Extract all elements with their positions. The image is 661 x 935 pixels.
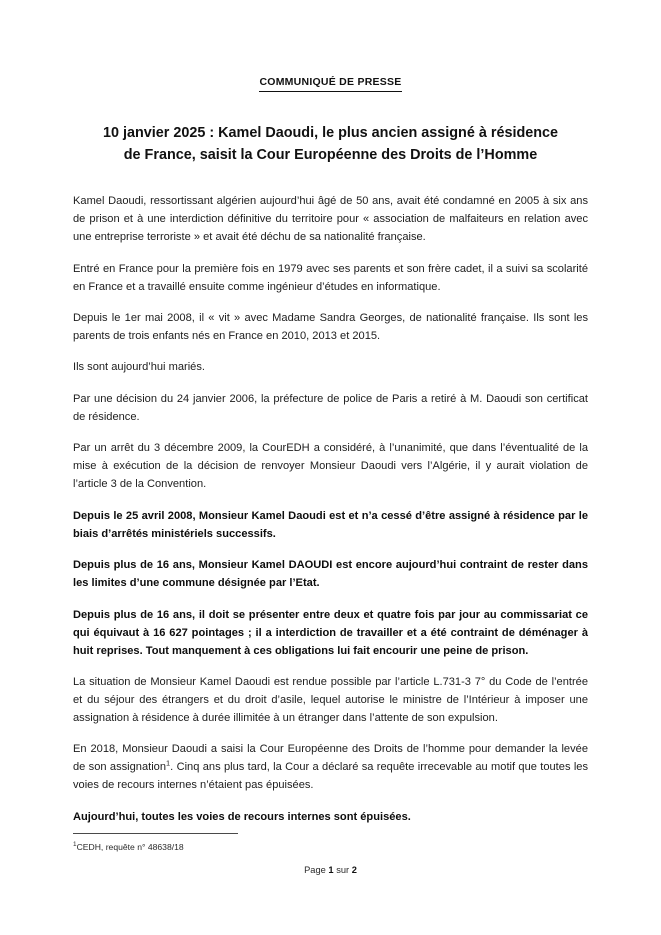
press-release-header [73, 76, 588, 92]
page-footer [0, 864, 661, 877]
paragraph-3: Depuis le 1er mai 2008, il « vit » avec Madame Sandra Georges, de nationalité française. Ils sont les parents de trois enfants nés en France en 2010, 2013 et 2015. [73, 311, 588, 342]
paragraph-2: Entré en France pour la première fois en 1979 avec ses parents et son frère cadet, il a suivi sa scolarité en France et a travaillé ensuite comme ingénieur d’études en informatique. [73, 262, 588, 293]
paragraph-12-bold: Aujourd’hui, toutes les voies de recours internes sont épuisées. [73, 810, 411, 823]
footnote-separator-rule [73, 833, 238, 834]
page-footer-current-page: 1 [328, 865, 334, 875]
footnote-body-text: CEDH, requête n° 48638/18 [76, 842, 184, 852]
page-title [73, 122, 588, 168]
paragraph-11-text-after-footnote: . Cinq ans plus tard, la Cour a déclaré sa requête irrecevable au motif que toutes les voies de recours internes n’étaient pas épuisées. [73, 761, 589, 792]
body-text [73, 193, 588, 827]
paragraph-6: Par un arrêt du 3 décembre 2009, la CourEDH a considéré, à l’unanimité, que dans l’éventualité de la mise à exécution de la décision de renvoyer Monsieur Daoudi vers l’Algérie, il y aurait violation de l’article 3 de la Convention. [73, 442, 588, 491]
page-footer-prefix: Page [304, 865, 326, 875]
page-footer-total-pages: 2 [351, 865, 357, 875]
footnote-number: 1 [73, 841, 77, 849]
page-footer-middle: sur [336, 865, 350, 875]
press-release-header-label: COMMUNIQUÉ DE PRESSE [259, 76, 401, 92]
paragraph-9-bold: Depuis plus de 16 ans, il doit se présenter entre deux et quatre fois par jour au commissariat ce qui équivaut à 16 627 pointages ; il a interdiction de travailler et a été contraint de déménager à huit reprises. Tout manquement à ces obligations lui fait encourir une peine de prison. [73, 608, 588, 657]
paragraph-1: Kamel Daoudi, ressortissant algérien aujourd’hui âgé de 50 ans, avait été condamné en 2005 à six ans de prison et à une interdiction définitive du territoire pour « association de malfaiteurs en relation avec une entreprise terroriste » et avait été déchu de sa nationalité française. [73, 195, 588, 244]
page-title-line-2: de France, saisit la Cour Européenne des Droits de l’Homme [123, 147, 538, 164]
footnote-area [73, 833, 588, 853]
footnote-reference-marker[interactable]: 1 [166, 758, 171, 768]
paragraph-7-bold: Depuis le 25 avril 2008, Monsieur Kamel Daoudi est et n’a cessé d’être assigné à résidence par le biais d’arrêtés ministériels successifs. [73, 509, 588, 540]
paragraph-11 [73, 741, 588, 795]
paragraph-10: La situation de Monsieur Kamel Daoudi est rendue possible par l’article L.731-3 7° du Code de l’entrée et du séjour des étrangers et du droit d’asile, lequel autorise le ministre de l’Intérieur à imposer une assignation à résidence à durée illimitée à un étranger dans l’attente de son expulsion. [73, 676, 588, 724]
paragraph-4: Ils sont aujourd’hui mariés. [73, 361, 205, 374]
paragraph-11-text-before-footnote: En 2018, Monsieur Daoudi a saisi la Cour Européenne des Droits de l’homme pour demander la levée de son assignation [73, 743, 588, 774]
paragraph-8-bold: Depuis plus de 16 ans, Monsieur Kamel DAOUDI est encore aujourd’hui contraint de rester dans les limites d’une commune désignée par l’Etat. [73, 559, 588, 590]
page-title-line-1: 10 janvier 2025 : Kamel Daoudi, le plus ancien assigné à résidence [102, 124, 559, 141]
footnote-entry [73, 841, 588, 853]
paragraph-5: Par une décision du 24 janvier 2006, la préfecture de police de Paris a retiré à M. Daoudi son certificat de résidence. [73, 392, 588, 423]
document-content [73, 0, 588, 827]
